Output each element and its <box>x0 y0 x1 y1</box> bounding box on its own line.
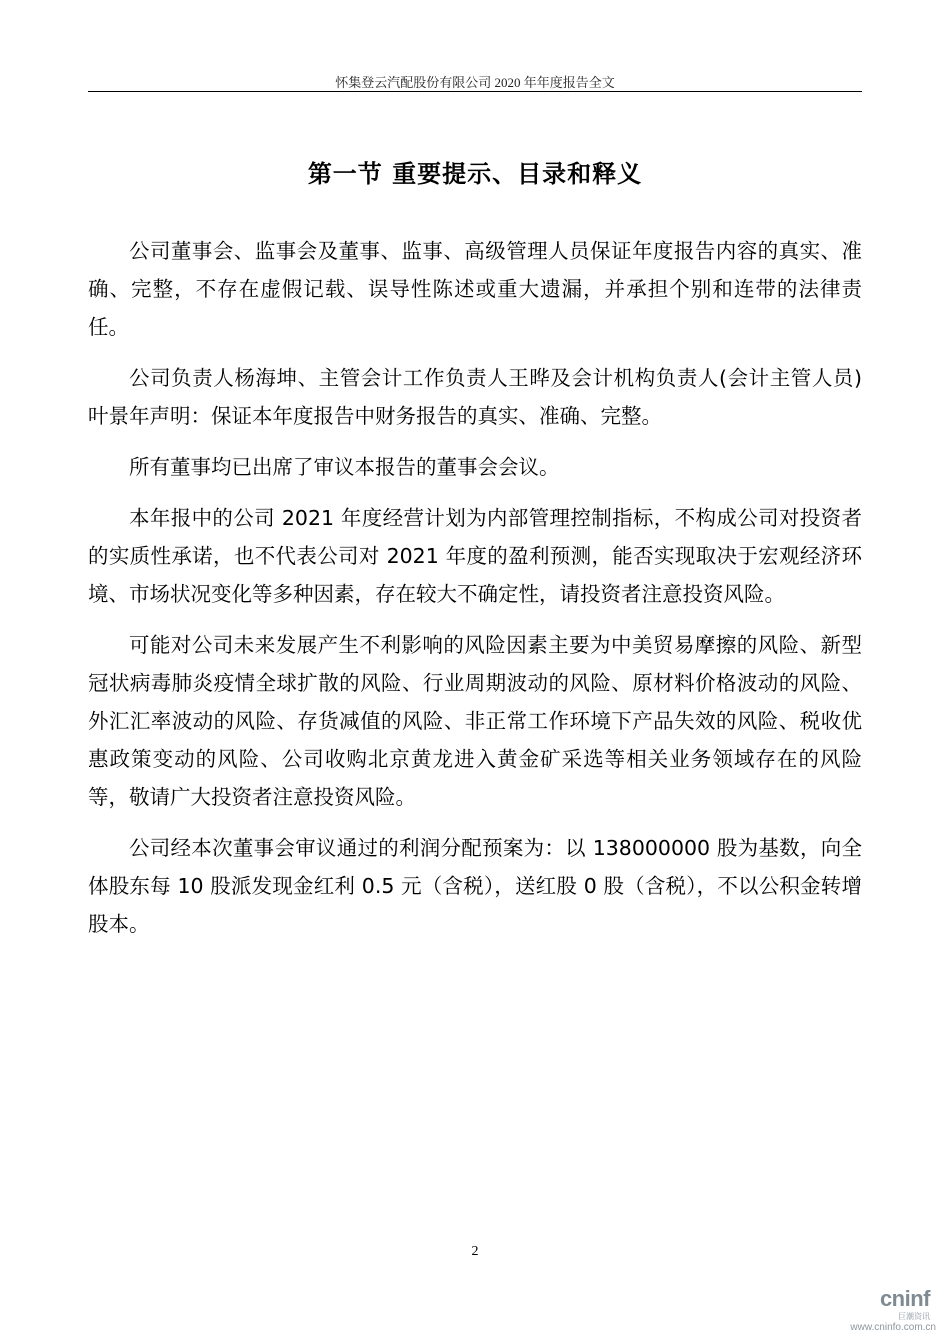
paragraph-business-plan: 本年报中的公司 2021 年度经营计划为内部管理控制指标，不构成公司对投资者的实质性承诺，也不代表公司对 2021 年度的盈利预测，能否实现取决于宏观经济环境、市场状况变化等多种因素，存在较大不确定性，请投资者注意投资风险。 <box>88 506 862 606</box>
header-rule <box>88 91 862 92</box>
paragraph-profit-distribution: 公司经本次董事会审议通过的利润分配预案为：以 138000000 股为基数，向全体股东每 10 股派发现金红利 0.5 元（含税），送红股 0 股（含税），不以公积金转增股本。 <box>88 836 862 936</box>
paragraph-risk-factors: 可能对公司未来发展产生不利影响的风险因素主要为中美贸易摩擦的风险、新型冠状病毒肺炎疫情全球扩散的风险、行业周期波动的风险、原材料价格波动的风险、外汇汇率波动的风险、存货减值的风险、非正常工作环境下产品失效的风险、税收优惠政策变动的风险、公司收购北京黄龙进入黄金矿采选等相关业务领域存在的风险等，敬请广大投资者注意投资风险。 <box>88 633 862 809</box>
cninfo-subtitle: 巨潮资讯 <box>898 1312 930 1321</box>
paragraph-responsibility: 公司董事会、监事会及董事、监事、高级管理人员保证年度报告内容的真实、准确、完整，不存在虚假记载、误导性陈述或重大遗漏，并承担个别和连带的法律责任。 <box>88 239 862 339</box>
paragraph-declaration: 公司负责人杨海坤、主管会计工作负责人王晔及会计机构负责人(会计主管人员)叶景年声明：保证本年度报告中财务报告的真实、准确、完整。 <box>88 366 862 428</box>
page-number: 2 <box>471 1244 479 1259</box>
cninfo-url: www.cninfo.com.cn <box>850 1322 936 1333</box>
body-text <box>88 232 862 956</box>
paragraph-attendance: 所有董事均已出席了审议本报告的董事会会议。 <box>129 455 560 479</box>
cninfo-watermark <box>840 1286 936 1336</box>
section-title: 第一节 重要提示、目录和释义 <box>307 160 643 188</box>
running-header: 怀集登云汽配股份有限公司 2020 年年度报告全文 <box>335 75 615 90</box>
cninfo-logo: cninf <box>879 1286 930 1311</box>
